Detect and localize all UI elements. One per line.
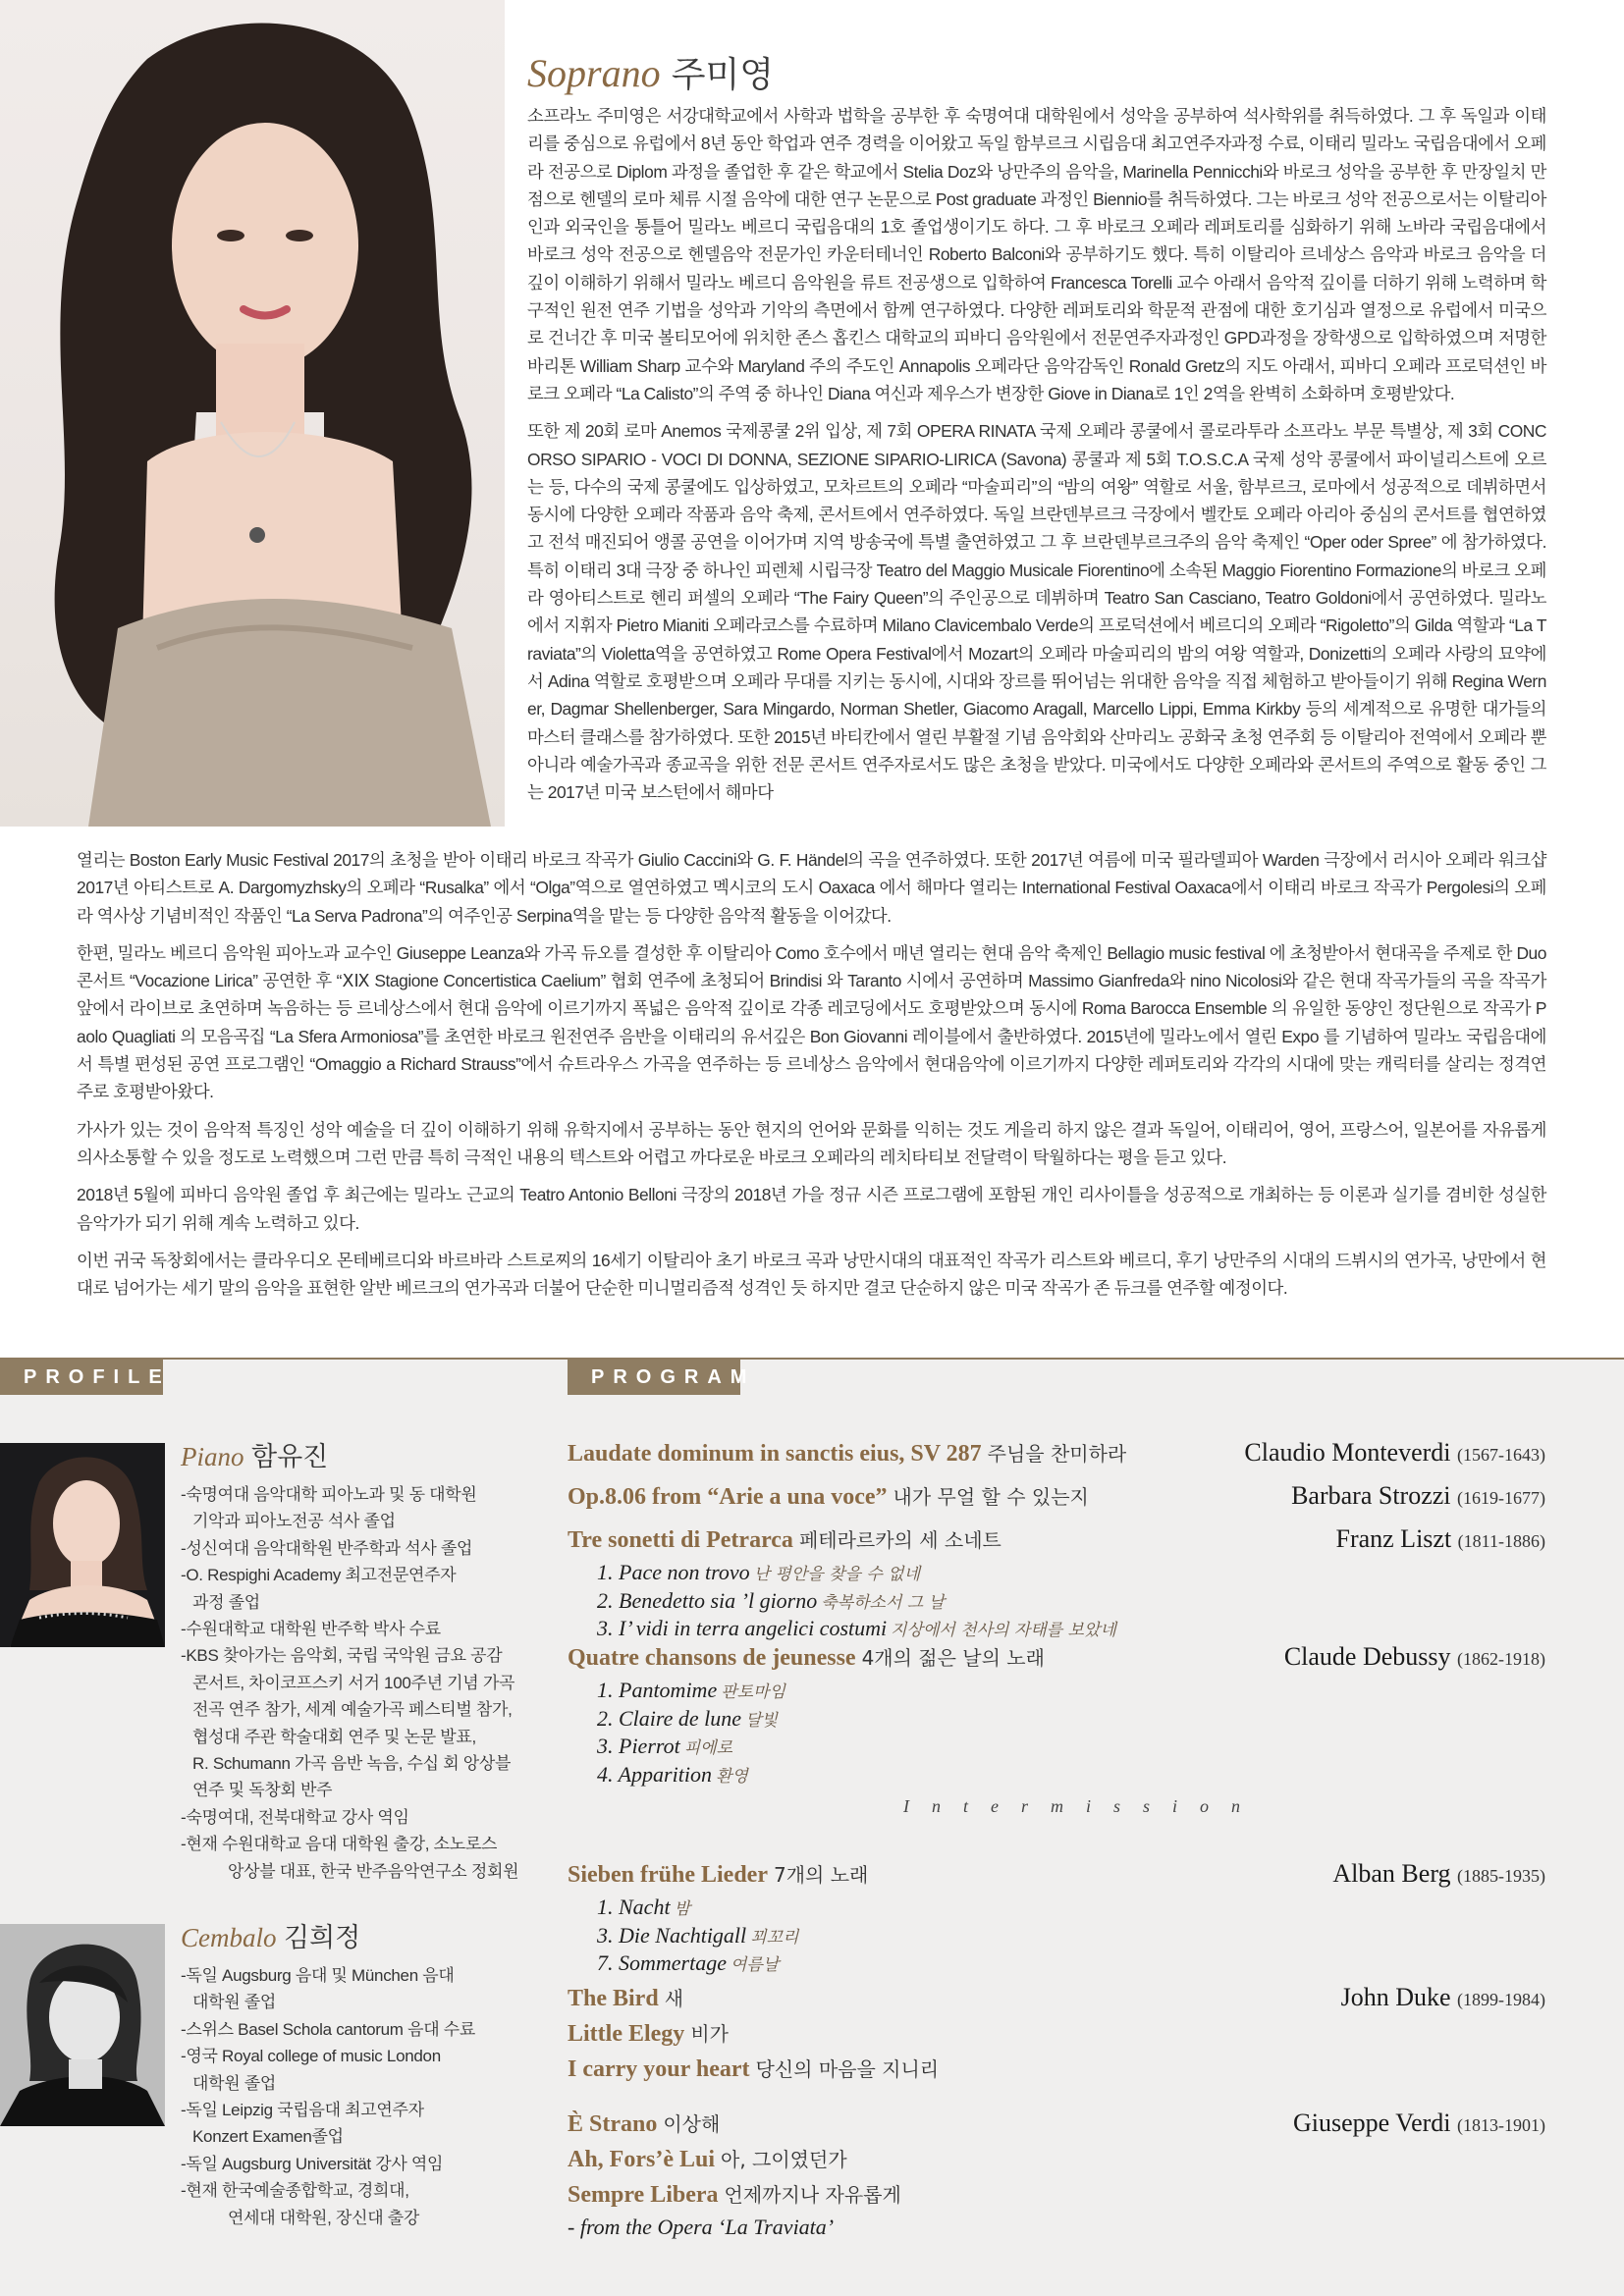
bio-paragraph: 2018년 5월에 피바디 음악원 졸업 후 최근에는 밀라노 근교의 Teatro Antonio Belloni 극장의 2018년 가을 정규 시즌 프로그램에 포함된 개인 리사이틀을 성공적으로 개최하는 등 이론과 실기를 겸비한 성실한 음악가가 되기 위해 계속 노력하고 있다. [77,1185,1546,1233]
opera-source-note: - from the Opera ‘La Traviata’ [568,2215,835,2239]
list-item: -숙명여대, 전북대학교 강사 역임 [181,1807,409,1827]
pianist-portrait [0,1443,165,1647]
composer-name: Barbara Strozzi (1619-1677) [1291,1481,1545,1510]
list-item: -독일 Leipzig 국립음대 최고연주자 Konzert Examen졸업 [181,2101,424,2147]
work-title: The Bird [568,1986,659,2011]
harpsichordist-instrument: Cembalo [181,1923,277,1952]
work-korean-title: 내가 무얼 할 수 있는지 [893,1485,1089,1509]
list-item: -성신여대 음악대학원 반주학과 석사 졸업 [181,1538,473,1558]
movement: 4. Apparition 환영 [597,1761,748,1787]
soprano-name: 주미영 [671,55,775,95]
composer-name: Franz Liszt (1811-1886) [1335,1524,1545,1553]
composer-name: John Duke (1899-1984) [1340,1983,1545,2011]
list-item: -스위스 Basel Schola cantorum 음대 수료 [181,2019,475,2039]
work-korean-title: 언제까지나 자유롭게 [724,2183,901,2207]
pianist-career-list [181,1481,554,1885]
list-item: -영국 Royal college of music London 대학원 졸업 [181,2047,441,2093]
movement: 1. Pace non trovo 난 평안을 찾을 수 없네 [597,1560,921,1584]
pianist-instrument: Piano [181,1442,244,1471]
work-korean-title: 당신의 마음을 지니리 [755,2057,940,2081]
work-korean-title: 주님을 찬미하라 [987,1442,1127,1466]
work-korean-title: 4개의 젊은 날의 노래 [861,1646,1045,1670]
biography-upper [527,102,1546,806]
program-section-tab: PROGRAM [568,1360,740,1395]
movement: 3. Die Nachtigall 꾀꼬리 [597,1922,799,1948]
list-item: -현재 한국예술종합학교, 경희대, 연세대 대학원, 장신대 출강 [181,2181,420,2227]
work-korean-title: 새 [664,1987,684,2010]
harpsichordist-profile [181,1916,554,2231]
work-korean-title: 이상해 [663,2112,721,2136]
soprano-portrait-illustration [0,0,505,827]
program-item-liszt [568,1524,1545,1644]
work-title: Sieben frühe Lieder [568,1862,768,1888]
work-title: Ah, Fors’è Lui [568,2147,715,2172]
work-korean-title: 아, 그이였던가 [721,2148,847,2171]
soprano-label: Soprano [527,51,661,95]
pianist-profile [181,1435,554,1885]
work-korean-title: 7개의 노래 [774,1863,869,1887]
movement: 1. Nacht 밤 [597,1895,690,1919]
harpsichordist-name: 김희정 [284,1923,361,1952]
work-title: Tre sonetti di Petrarca [568,1527,793,1553]
soprano-heading [527,47,774,97]
movement: 1. Pantomime 판토마임 [597,1678,785,1702]
bio-paragraph: 이번 귀국 독창회에서는 클라우디오 몬테베르디와 바르바라 스트로찌의 16세기 이탈리아 초기 바로크 곡과 낭만시대의 대표적인 작곡가 리스트와 베르디, 후기 낭만주의 시대의 드뷔시의 연가곡, 낭만에서 현대로 넘어가는 세기 말의 음악을 표현한 알반 베르크의 연가곡과 더불어 단순한 미니멀리즘적 성격인 듯 하지만 결코 단순하지 않은 미국 작곡가 존 듀크를 연주할 예정이다. [77,1250,1546,1299]
program-item-debussy [568,1642,1545,1789]
bio-paragraph: 가사가 있는 것이 음악적 특징인 성악 예술을 더 깊이 이해하기 위해 유학지에서 공부하는 동안 현지의 언어와 문화를 익히는 것도 게을리 하지 않은 결과 독일어, 이태리어, 영어, 프랑스어, 일본어를 자유롭게 의사소통할 수 있을 정도로 노력했으며 그런 만큼 특히 극적인 내용의 텍스트와 어렵고 까다로운 바로크 오페라의 레치타티보 전달력이 탁월하다는 평을 듣고 있다. [77,1119,1546,1167]
program-item-duke [568,1983,1545,2089]
harpsichordist-portrait [0,1924,165,2126]
movement: 2. Claire de lune 달빛 [597,1705,778,1731]
program-item-berg [568,1859,1545,1979]
program-item-monteverdi [568,1438,1545,1473]
list-item: -현재 수원대학교 음대 대학원 출강, 소노로스 앙상블 대표, 한국 반주음악연구소 정회원 [181,1835,519,1881]
work-korean-title: 페테라르카의 세 소네트 [798,1528,1001,1552]
intermission-label: Intermission [903,1796,1263,1816]
movement: 3. I’ vidi in terra angelici costumi 지상에서 천사의 자태를 보았네 [597,1616,1116,1640]
soprano-portrait [0,0,505,827]
program-item-strozzi [568,1481,1545,1517]
biography-lower [77,846,1546,1311]
work-korean-title: 비가 [690,2022,729,2046]
list-item: -수원대학교 대학원 반주학 박사 수료 [181,1620,441,1639]
profile-section-tab: PROFILE [0,1360,163,1395]
composer-name: Giuseppe Verdi (1813-1901) [1292,2109,1545,2137]
work-title: Little Elegy [568,2021,685,2047]
work-title: Laudate dominum in sanctis eius, SV 287 [568,1441,982,1467]
bio-paragraph: 또한 제 20회 로마 Anemos 국제콩쿨 2위 입상, 제 7회 OPERA RINATA 국제 오페라 콩쿨에서 콜로라투라 소프라노 부문 특별상, 제 3회 CONCORSO SIPARIO - VOCI DI DONNA, SEZIONE SIPARIO-LIRICA (Savona) 콩쿨과 제 5회 T.O.S.C.A 국제 성악 콩쿨에서 파이널리스트에 오르는 등, 다수의 국제 콩쿨에도 입상하였고, 모차르트의 오페라 “마술피리”의 “밤의 여왕” 역할로 서울, 함부르크, 로마에서 성공적으로 데뷔하면서 동시에 다양한 오페라 작품과 음악 축제, 콘서트에서 연주하였다. 독일 브란덴부르크 극장에서 벨칸토 오페라 아리아 중심의 콘서트를 협연하였고 전석 매진되어 앵콜 공연을 이어가며 지역 방송국에 특별 출연하였고 그 후 브란덴부르크주의 음악 축제인 “Oper oder Spree” 에 참가하였다. 특히 이태리 3대 극장 중 하나인 피렌체 시립극장 Teatro del Maggio Musicale Fiorentino에 소속된 Maggio Fiorentino Formazione의 바로크 오페라 영아티스트로 헨리 퍼셀의 오페라 “The Fairy Queen”의 주인공으로 데뷔하며 Teatro San Casciano, Teatro Goldoni에서 공연하였다. 밀라노에서 지휘자 Pietro Mianiti 오페라코스를 수료하며 Milano Clavicembalo Verde의 프로덕션에서 베르디의 오페라 “Rigoletto”의 Gilda 역할과 “La Traviata”의 Violetta역을 공연하였고 Rome Opera Festival에서 Mozart의 오페라 마술피리의 밤의 여왕 역할과, Donizetti의 오페라 사랑의 묘약에서 Adina 역할로 호평받으며 오페라 무대를 지키는 동시에, 시대와 장르를 뛰어넘는 위대한 음악을 직접 체험하고 받아들이기 위해 Regina Werner, Dagmar Shellenberger, Sara Mingardo, Norman Shetler, Giacomo Aragall, Marcello Lippi, Emma Kirkby 등의 세계적으로 유명한 대가들의 마스터 클래스를 참가하였다. 또한 2015년 바티칸에서 열린 부활절 기념 음악회와 산마리노 공화국 초청 연주회 등 이탈리아 전역에서 오페라 뿐 아니라 예술가곡과 종교곡을 위한 전문 콘서트 연주자로서도 많은 초청을 받았다. 미국에서도 다양한 오페라와 콘서트의 주역으로 활동 중인 그는 2017년 미국 보스턴에서 해마다 [527,421,1546,803]
composer-name: Alban Berg (1885-1935) [1332,1859,1545,1888]
bio-paragraph: 한편, 밀라노 베르디 음악원 피아노과 교수인 Giuseppe Leanza와 가곡 듀오를 결성한 후 이탈리아 Como 호수에서 매년 열리는 현대 음악 축제인 Bellagio music festival 에 초청받아서 현대곡을 주제로 한 Duo 콘서트 “Vocazione Lirica” 공연한 후 “ⅩⅨ Stagione Concertistica Caelium” 협회 연주에 초청되어 Brindisi 와 Taranto 시에서 공연하며 Massimo Gianfreda와 nino Nicolosi와 같은 현대 작곡가들의 곡을 작곡가 앞에서 라이브로 초연하며 녹음하는 등 르네상스에서 현대 음악에 이르기까지 폭넓은 음악적 깊이로 각종 레코딩에서도 호평받았으며 동시에 Roma Barocca Ensemble 의 유일한 동양인 정단원으로 작곡가 Paolo Quagliati 의 모음곡집 “La Sfera Armoniosa”를 초연한 바로크 원전연주 음반을 이태리의 유서깊은 Bon Giovanni 레이블에서 출반하였다. 2015년에 밀라노에서 열린 Expo 를 기념하여 밀라노 국립음대에서 특별 편성된 공연 프로그램인 “Omaggio a Richard Strauss”에서 슈트라우스 가곡을 연주하는 등 르네상스 음악에서 현대음악에 이르기까지 다양한 레퍼토리와 각각의 시대에 맞는 캐릭터를 살리는 정격연주로 호평받아왔다. [77,942,1546,1102]
work-title: È Strano [568,2111,658,2137]
section-divider [0,1358,1624,1360]
bio-paragraph: 열리는 Boston Early Music Festival 2017의 초청을 받아 이태리 바로크 작곡가 Giulio Caccini와 G. F. Händel의 곡을 연주하였다. 또한 2017년 여름에 미국 필라델피아 Warden 극장에서 러시아 오페라 워크샵 2017년 아티스트로 A. Dargomyzhsky의 오페라 “Rusalka” 에서 “Olga”역으로 열연하였고 멕시코의 도시 Oaxaca 에서 해마다 열리는 International Festival Oaxaca에서 이태리 바로크 작곡가 Pergolesi의 오페라 역사상 기념비적인 작품인 “La Serva Padrona”의 여주인공 Serpina역을 맡는 등 다양한 음악적 활동을 이어갔다. [77,850,1546,926]
list-item: -독일 Augsburg 음대 및 München 음대 대학원 졸업 [181,1966,455,2012]
harpsichordist-portrait-illustration [0,1924,165,2126]
composer-name: Claude Debussy (1862-1918) [1283,1642,1545,1671]
composer-name: Claudio Monteverdi (1567-1643) [1244,1438,1545,1467]
program-item-verdi [568,2109,1545,2240]
list-item: -숙명여대 음악대학 피아노과 및 동 대학원 기악과 피아노전공 석사 졸업 [181,1485,477,1531]
work-title: Op.8.06 from “Arie a una voce” [568,1484,888,1510]
pianist-name: 함유진 [251,1442,329,1471]
work-title: Sempre Libera [568,2182,719,2208]
work-title: Quatre chansons de jeunesse [568,1645,856,1671]
harpsichordist-heading [181,1916,554,1954]
harpsichordist-career-list [181,1962,554,2231]
list-item: -독일 Augsburg Universität 강사 역임 [181,2154,444,2173]
pianist-portrait-illustration [0,1443,165,1647]
list-item: -O. Respighi Academy 최고전문연주자 과정 졸업 [181,1566,457,1612]
movement: 7. Sommertage 여름날 [597,1950,780,1975]
pianist-heading [181,1435,554,1473]
bio-paragraph: 소프라노 주미영은 서강대학교에서 사학과 법학을 공부한 후 숙명여대 대학원에서 성악을 공부하여 석사학위를 취득하였다. 그 후 독일과 이태리를 중심으로 유럽에서 8년 동안 학업과 연주 경력을 이어왔고 독일 함부르크 시립음대 최고연주자과정 수료, 이태리 밀라노 국립음대에서 오페라 전공으로 Diplom 과정을 졸업한 후 같은 학교에서 Stelia Doz와 낭만주의 음악을, Marinella Pennicchi와 바로크 성악을 공부한 후 만장일치 만점으로 헨델의 로마 체류 시절 음악에 대한 연구 논문으로 Post graduate 과정인 Biennio를 취득하였다. 그는 바로크 성악 전공으로서는 이탈리아인과 외국인을 통틀어 밀라노 베르디 국립음대의 1호 졸업생이기도 하다. 그 후 바로크 오페라 레퍼토리를 심화하기 위해 노바라 국립음대에서 바로크 성악 전공으로 헨델음악 전문가인 카운터테너인 Roberto Balconi와 공부하기도 했다. 특히 이탈리아 르네상스 음악과 바로크 음악을 더 깊이 이해하기 위해서 밀라노 베르디 음악원을 류트 전공생으로 입학하여 Francesca Torelli 교수 아래서 음악적 깊이를 더하기 위해 노력하며 학구적인 원전 연주 기법을 성악과 기악의 측면에서 함께 연구하였다. 다양한 레퍼토리와 학문적 관점에 대한 호기심과 열정으로 유럽에서 미국으로 건너간 후 미국 볼티모어에 위치한 존스 홉킨스 대학교의 피바디 음악원에서 전문연주자과정인 GPD과정을 장학생으로 입학하였으며 저명한 바리톤 William Sharp 교수와 Maryland 주의 주도인 Annapolis 오페라단 음악감독인 Ronald Gretz의 지도 아래서, 피바디 오페라 프로덕션인 바로크 오페라 “La Calisto”의 주역 중 하나인 Diana 여신과 제우스가 변장한 Giove in Diana로 1인 2역을 완벽히 소화하며 호평받았다. [527,106,1546,403]
movement: 3. Pierrot 피에로 [597,1734,733,1758]
list-item: -KBS 찾아가는 음악회, 국립 국악원 금요 공감 콘서트, 차이코프스키 서거 100주년 기념 가곡 전곡 연주 참가, 세계 예술가곡 페스티벌 참가, 협성대 주관 학술대회 연주 및 논문 발표, R. Schumann 가곡 음반 녹음, 수십 회 앙상블 연주 및 독창회 반주 [181,1646,515,1800]
movement: 2. Benedetto sia ’l giorno 축복하소서 그 날 [597,1587,946,1613]
work-title: I carry your heart [568,2056,750,2082]
